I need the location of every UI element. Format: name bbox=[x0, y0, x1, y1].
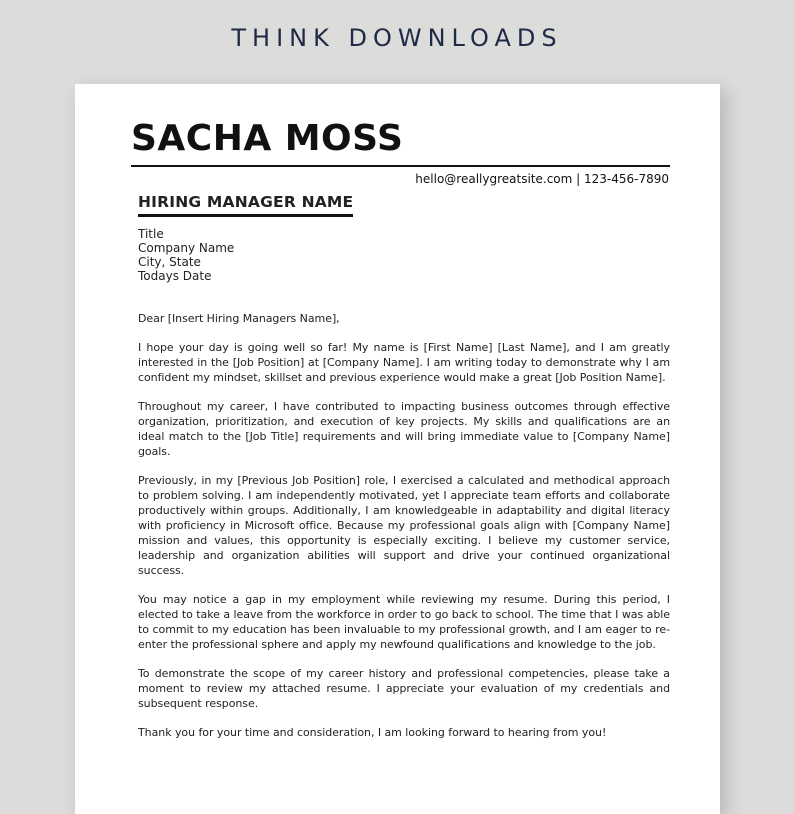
recipient-title: Title bbox=[138, 227, 164, 241]
greeting: Dear [Insert Hiring Managers Name], bbox=[138, 312, 340, 325]
letter-body bbox=[138, 311, 670, 754]
letter-date: Todays Date bbox=[138, 269, 212, 283]
paragraph-1: I hope your day is going well so far! My name is [First Name] [Last Name], and I am greatly interested in the [Job Position] at [Company Name]. I am writing today to demonstrate why I am confident my mindset, skillset and previous experience would make a great [Job Position Name]. bbox=[138, 341, 670, 384]
letter-page bbox=[75, 84, 720, 814]
paragraph-4: You may notice a gap in my employment while reviewing my resume. During this period, I elected to take a leave from the workforce in order to go back to school. The time that I was able to commit to my education has been invaluable to my professional growth, and I am eager to re-enter the professional sphere and apply my newfound qualifications and knowledge to the job. bbox=[138, 593, 670, 651]
recipient-company: Company Name bbox=[138, 241, 235, 255]
paragraph-2: Throughout my career, I have contributed to impacting business outcomes through effective organization, prioritization, and execution of key projects. My skills and qualifications are an ideal match to the [Job Title] requirements and will bring immediate value to [Company Name] goals. bbox=[138, 400, 670, 458]
paragraph-3: Previously, in my [Previous Job Position] role, I exercised a calculated and methodical approach to problem solving. I am independently motivated, yet I appreciate team efforts and collaborate productively within groups. Additionally, I am knowledgeable in adaptability and digital literacy with proficiency in Microsoft office. Because my professional goals align with [Company Name] mission and values, this opportunity is especially exciting. I believe my customer service, leadership and organization abilities will support and drive your continued organizational success. bbox=[138, 474, 670, 577]
paragraph-5: To demonstrate the scope of my career history and professional competencies, please take a moment to review my attached resume. I appreciate your evaluation of my credentials and subsequent response. bbox=[138, 667, 670, 710]
paragraph-6: Thank you for your time and consideration, I am looking forward to hearing from you! bbox=[138, 726, 607, 739]
brand-title: THINK DOWNLOADS bbox=[231, 24, 563, 52]
recipient-address bbox=[138, 227, 234, 283]
hiring-manager-name: HIRING MANAGER NAME bbox=[138, 193, 354, 211]
contact-info: hello@reallygreatsite.com | 123-456-7890 bbox=[415, 172, 669, 186]
header-divider bbox=[131, 165, 670, 167]
hiring-manager-underline bbox=[138, 214, 353, 217]
recipient-location: City, State bbox=[138, 255, 201, 269]
applicant-name: SACHA MOSS bbox=[131, 118, 404, 159]
